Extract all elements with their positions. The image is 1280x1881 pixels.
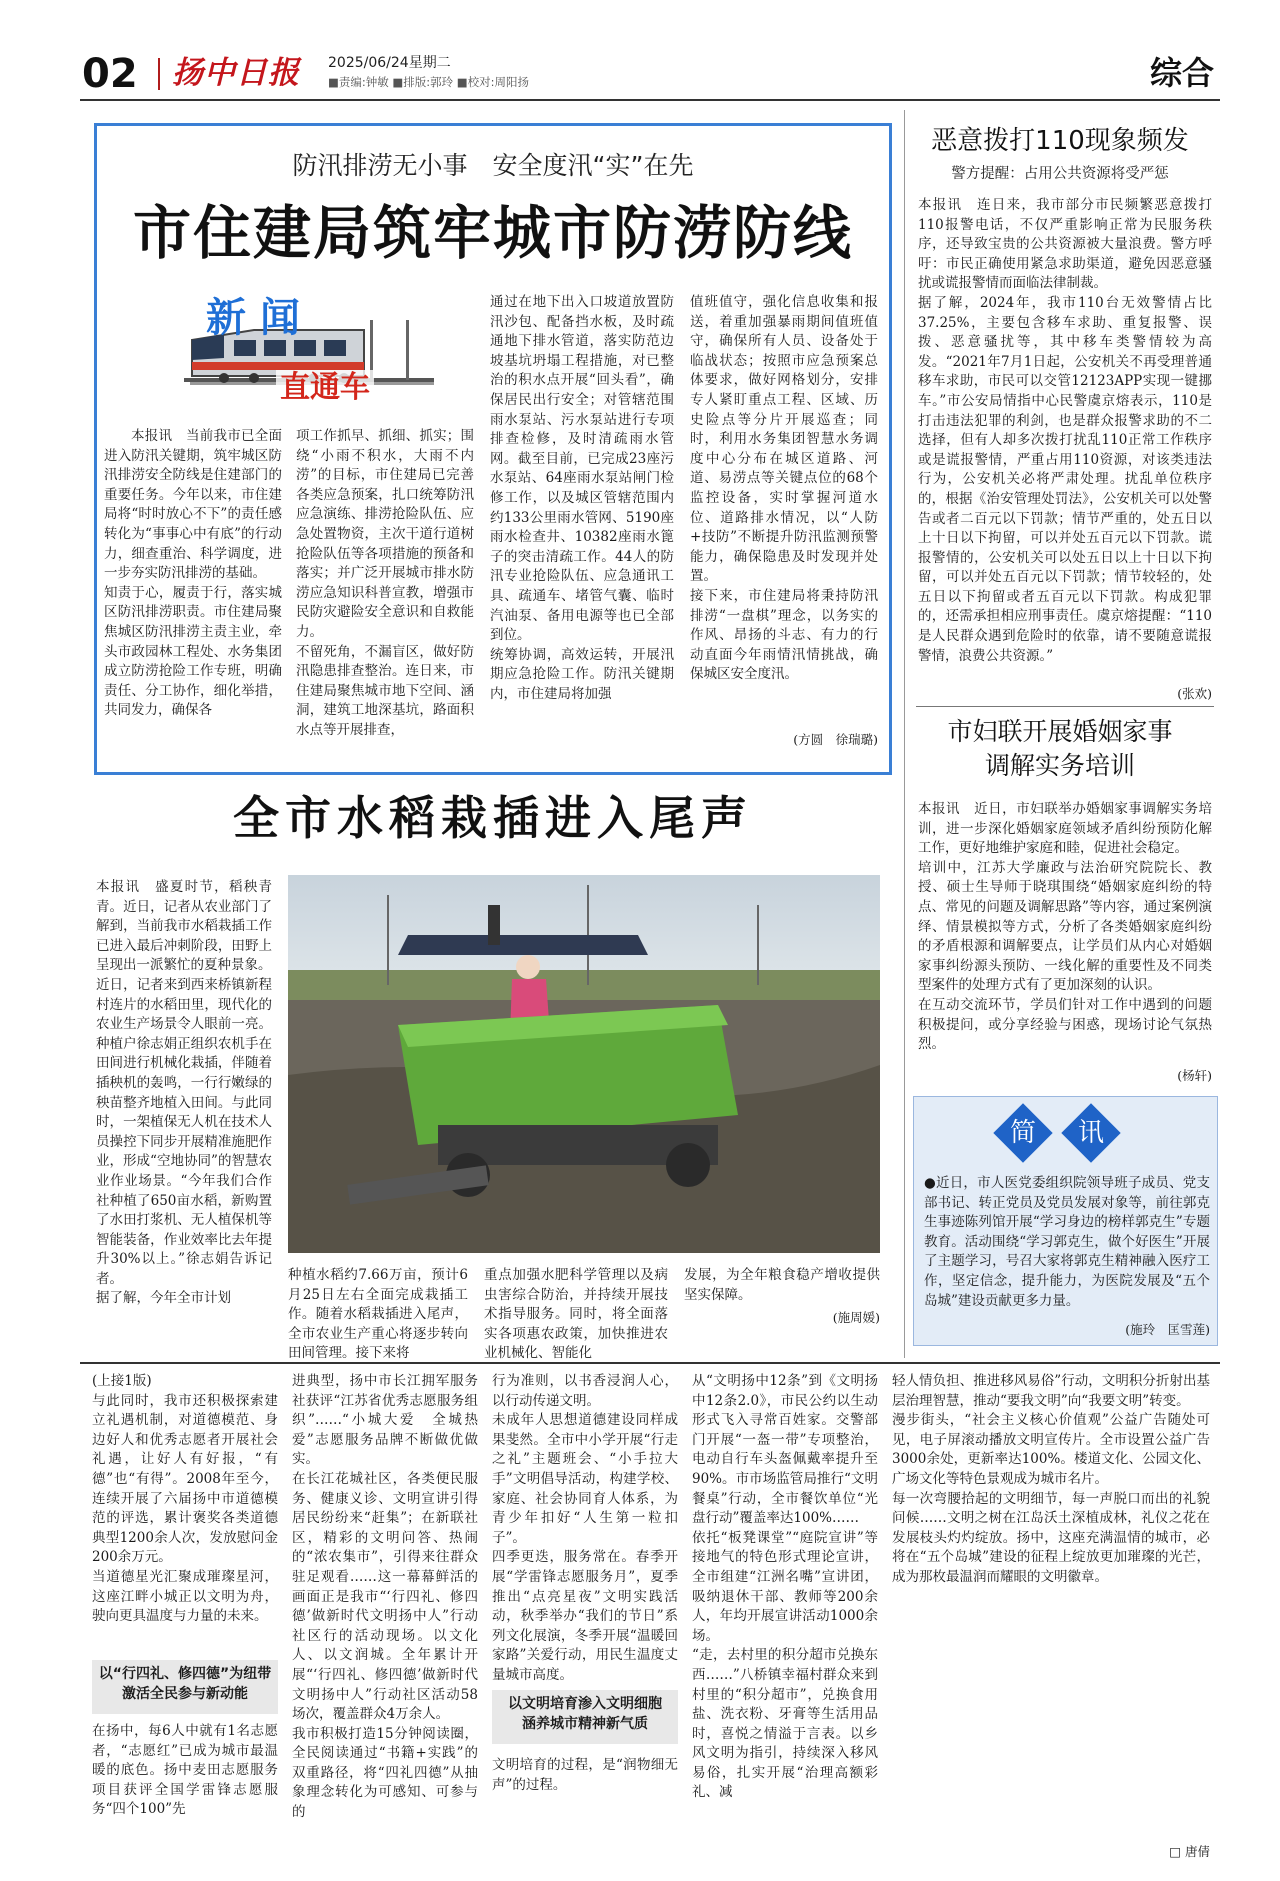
- bottom-col-4-text: 从“文明扬中12条”到《文明扬中12条2.0》，市民公约以生动形式飞入寻常百姓家。交警部门开展“一盔一带”专项整治，电动自行车头盔佩戴率提升至90%。市市场监管局推行“文明餐桌”行动，全市餐饮单位“光盘行动”覆盖率达100%…… 依托“板凳课堂”“庭院宣讲”等接地气的特色形式理论宣讲，全市组建“江洲名嘴”宣讲团，吸纳退休干部、教师等200余人，年均开展宣讲活动1000余场。 “走，去村里的积分超市兑换东西……”八桥镇幸福村群众来到村里的“积分超市”，兑换食用盐、洗衣粉、牙膏等生活用品时，喜悦之情溢于言表。以乡风文明为指引，持续深入移风易俗，扎实开展“治理高额彩礼、减: [692, 1373, 878, 1801]
- lead-col-1-text: 本报讯 当前我市已全面进入防汛关键期，筑牢城区防汛排涝安全防线是住建部门的重要任务。今年以来，市住建局将“时时放心不下”的责任感转化为“事事心中有底”的行动力，细查重治、科学调度，进一步夯实防汛排涝的基础。 知责于心，履责于行，落实城区防汛排涝职责。市住建局聚焦城区防汛排涝主责主业，牵头市政园林工程处、水务集团成立防涝抢险工作专班，明确责任、分工协作，细化举措，共同发力，确保各: [104, 428, 282, 719]
- right-divider-1: [916, 706, 1214, 707]
- right-story-1-byline: (张欢): [1177, 686, 1212, 701]
- lead-col-1: [104, 427, 282, 763]
- rice-col-3-text: 重点加强水肥科学管理以及病虫害综合防治，并持续开展技术指导服务。同时，将全面落实各项惠农政策，加快推进农业机械化、智能化: [484, 1267, 668, 1362]
- logo-text-news: 新闻: [206, 294, 314, 341]
- bottom-col-3b-text: 文明培育的过程，是“润物细无声”的过程。: [492, 1757, 678, 1793]
- bottom-col-1b-text: 在扬中，每6人中就有1名志愿者，“志愿红”已成为城市最温暖的底色。扬中麦田志愿服务项目获评全国学雷锋志愿服务“四个100”先: [92, 1723, 278, 1818]
- photo-illustration: [288, 875, 880, 1253]
- right-story-1-text: 本报讯 连日来，我市部分市民频繁恶意拨打110报警电话，不仅严重影响正常为民服务秩序，还导致宝贵的公共资源被大量浪费。警方呼吁：市民正确使用紧急求助渠道，避免因恶意骚扰或谎报警情而面临法律制裁。 据了解，2024年，我市110台无效警情占比37.25%，主要包含移车求助、重复报警、误拨、恶意骚扰等，其中移车类警情较为高发。“2021年7月1日起，公安机关不再受理普通移车求助，市民可以交管12123APP实现一键挪车。”市公安局情指中心民警虞京熔表示，110是打击违法犯罪的利剑，也是群众报警求助的不二选择，但有人却多次拨打扰乱110正常工作秩序或是谎报警情，严重占用110资源，对该类违法行为，公安机关必将严肃处理。扰乱单位秩序的，根据《治安管理处罚法》，公安机关可以处警告或者二百元以下罚款；情节严重的，处五日以上十日以下拘留，可以并处五百元以下罚款。谎报警情的，公安机关可以处五日以上十日以下拘留，可以并处五百元以下罚款；情节较轻的，处五日以下拘留或者五百元以下罚款。构成犯罪的，还需承担相应刑事责任。虞京熔提醒：“110是人民群众遇到危险时的依靠，请不要随意谎报警情，浪费公共资源。”: [918, 197, 1212, 664]
- right-story-2-headline-2: 调解实务培训: [984, 751, 1135, 780]
- lead-col-3: [490, 293, 674, 763]
- rice-byline: (施周媛): [832, 1310, 880, 1325]
- issue-date: 2025/06/24星期二: [328, 55, 451, 71]
- news-express-logo: [184, 294, 444, 420]
- rice-col-1-text: 本报讯 盛夏时节，稻秧青青。近日，记者从农业部门了解到，当前我市水稻栽插工作已进入最后冲刺阶段，田野上呈现出一派繁忙的夏种景象。 近日，记者来到西来桥镇新程村连片的水稻田里，现代化的农业生产场景令人眼前一亮。种植户徐志娟正组织农机手在田间进行机械化栽插，伴随着插秧机的轰鸣，一行行嫩绿的秧苗整齐地植入田间。与此同时，一架植保无人机在技术人员操控下同步开展精准施肥作业，形成“空地协同”的智慧农业作业场景。“今年我们合作社种植了650亩水稻，新购置了水田打浆机、无人植保机等智能装备，作业效率比去年提升30%以上。”徐志娟告诉记者。 据了解，今年全市计划: [96, 879, 272, 1307]
- masthead: [80, 50, 1220, 98]
- bottom-col-3a-text: 行为准则，以书香浸润人心，以行动传递文明。 未成年人思想道德建设同样成果斐然。全市中小学开展“行走之礼”主题班会、“小手拉大手”文明倡导活动，构建学校、家庭、社会协同育人体系，为青少年扣好“人生第一粒扣子”。 四季更迭，服务常在。春季开展“学雷锋志愿服务月”，夏季推出“点亮星夜”文明实践活动，秋季举办“我们的节日”系列文化展演，冬季开展“温暖回家路”关爱行动，用民生温度丈量城市高度。: [492, 1373, 678, 1683]
- lead-col-2-text: 项工作抓早、抓细、抓实；围绕“小雨不积水，大雨不内涝”的目标，市住建局已完善各类应急预案，扎口统筹防汛应急演练、排涝抢险队伍、应急处置物资，主次干道行道树抢险队伍等各项措施的预备和落实；并广泛开展城市排水防涝应急知识科普宣教，增强市民防灾避险安全意识和自救能力。 不留死角，不漏盲区，做好防汛隐患排查整治。连日来，市住建局聚焦城市地下空间、涵洞，建筑工地深基坑，路面积水点等开展排查，: [296, 428, 474, 738]
- bottom-col-5: [892, 1372, 1210, 1842]
- rice-col-4-text: 发展，为全年粮食稳产增收提供坚实保障。: [684, 1267, 880, 1303]
- rice-headline: 全市水稻栽插进入尾声: [233, 791, 753, 845]
- right-story-2-text: 本报讯 近日，市妇联举办婚姻家事调解实务培训，进一步深化婚姻家庭领域矛盾纠纷预防化解工作，更好地维护家庭和睦，促进社会稳定。 培训中，江苏大学廉政与法治研究院院长、教授、硕士生导师于晓琪围绕“婚姻家庭纠纷的特点、常见的问题及调解思路”等内容，通过案例演绎、情景模拟等方式，分析了各类婚姻家庭纠纷的矛盾根源和调解要点，让学员们从内心对婚姻家事纠纷源头预防、一线化解的重要性及不同类型案件的处理方式有了更加深刻的认识。 在互动交流环节，学员们针对工作中遇到的问题积极提问，或分享经验与困惑，现场讨论气氛热烈。: [918, 801, 1212, 1053]
- lead-col-2: [296, 427, 474, 763]
- right-story-2-headline-1: 市妇联开展婚姻家事: [947, 717, 1173, 746]
- col-sep-right-top: [904, 110, 905, 1358]
- masthead-divider: [158, 58, 160, 90]
- rice-col-4: [684, 1266, 880, 1310]
- bottom-col-2: [292, 1372, 478, 1862]
- logo-text-express: 直通车: [276, 370, 374, 406]
- right-story-1-headline: 恶意拨打110现象频发: [931, 126, 1189, 156]
- brief-label: [988, 1104, 1148, 1164]
- brief-label-char-1: 简: [1009, 1118, 1036, 1148]
- paper-name-logo: 扬中日报: [172, 55, 300, 91]
- bottom-col-1a: [92, 1372, 278, 1654]
- masthead-rule: [80, 99, 1220, 101]
- rice-col-2: [288, 1266, 468, 1362]
- lead-col-3-text: 通过在地下出入口坡道放置防汛沙包、配备挡水板，及时疏通地下排水管道，落实防范边坡基坑坍塌工程措施，对已整治的积水点开展“回头看”，确保居民出行安全；对管辖范围雨水泵站、污水泵站进行专项排查检修，及时清疏雨水管网。截至目前，已完成23座污水泵站、64座雨水泵站闸门检修工作，以及城区管辖范围内约133公里雨水管网、5190座雨水检查井、10382座雨水篦子的突击清疏工作。44人的防汛专业抢险队伍、应急通讯工具、疏通车、堵管气囊、临时汽油泵、备用电源等也已全部到位。 统筹协调，高效运转，开展汛期应急抢险工作。防汛关键期内，市住建局将加强: [490, 294, 674, 702]
- bottom-col-2-text: 进典型，扬中市长江拥军服务社获评“江苏省优秀志愿服务组织”……“小城大爱 全城热爱”志愿服务品牌不断做优做实。 在长江花城社区，各类便民服务、健康义诊、文明宣讲引得居民纷纷来“赶集”；在新联社区，精彩的文明问答、热闹的“浓农集市”，引得来往群众驻足观看……这一幕幕鲜活的画面正是我市“‘行四礼、修四德’做新时代文明扬中人”行动社区行的活动现场。以文化人、以文润城。全年累计开展“‘行四礼、修四德’做新时代文明扬中人”行动社区活动58场次，覆盖群众4万余人。 我市积极打造15分钟阅读圈，全民阅读通过“书籍+实践”的双重路径，将“四礼四德”从抽象理念转化为可感知、可参与的: [292, 1373, 478, 1821]
- rice-col-3: [484, 1266, 668, 1362]
- lead-headline: 市住建局筑牢城市防涝防线: [132, 199, 853, 267]
- right-story-2-byline: (杨轩): [1177, 1068, 1212, 1083]
- bottom-col-3b: [492, 1756, 678, 1856]
- bottom-col-1a-text: 与此同时，我市还积极探索建立礼遇机制，对道德模范、身边好人和优秀志愿者开展社会礼遇，让好人有好报，“有德”也“有得”。2008年至今，连续开展了六届扬中市道德模范的评选，累计褒奖各类道德典型1200余人次，发放慰问金200余万元。 当道德星光汇聚成璀璨星河，这座江畔小城正以文明为舟，驶向更具温度与力量的未来。: [92, 1392, 278, 1625]
- bottom-byline: □ 唐倩: [1169, 1844, 1210, 1859]
- bottom-col-1b: [92, 1722, 278, 1862]
- bottom-col-5-text: 轻人情负担、推进移风易俗”行动，文明积分折射出基层治理智慧，推动“要我文明”向“我要文明”转变。 漫步街头，“社会主义核心价值观”公益广告随处可见，电子屏滚动播放文明宣传片。全市设置公益广告3000余处，更新率达100%。楼道文化、公园文化、广场文化等特色景观成为城市名片。 每一次弯腰拾起的文明细节，每一声脱口而出的礼貌问候……文明之树在江岛沃土深植成林，礼仪之花在发展枝头灼灼绽放。扬中，这座充满温情的城市，必将在“五个岛城”建设的征程上绽放更加璀璨的光芒，成为那枚最温润而耀眼的文明徽章。: [892, 1373, 1210, 1585]
- editor-credits: ■责编:钟敏 ■排版:郭玲 ■校对:周阳扬: [328, 75, 530, 89]
- lead-col-4-text: 值班值守，强化信息收集和报送，着重加强暴雨期间值班值守，确保所有人员、设备处于临战状态；按照市应急预案总体要求，做好网格划分，安排专人紧盯重点工程、区域、历史险点等分片开展巡查；同时，利用水务集团智慧水务调度中心分布在城区道路、河道、易涝点等关键点位的68个监控设备，实时掌握河道水位、道路排水情况，以“人防+技防”不断提升防汛监测预警能力，确保隐患及时发现并处置。 接下来，市住建局将秉持防汛排涝“一盘棋”理念，以务实的作风、昂扬的斗志、有力的行动直面今年雨情汛情挑战，确保城区安全度汛。: [690, 294, 878, 683]
- bottom-col-3a: [492, 1372, 678, 1683]
- bottom-subhead-box-2: 以文明培育渗入文明细胞 涵养城市精神新气质: [492, 1690, 678, 1744]
- lead-byline: (方圆 徐瑞璐): [793, 732, 878, 747]
- brief-text: ●近日，市人医党委组织院领导班子成员、党支部书记、转正党员及党员发展对象等，前往郭克生事迹陈列馆开展“学习身边的榜样郭克生”专题教育。活动围绕“学习郭克生，做个好医生”开展了主题学习，号召大家将郭克生精神融入医疗工作，坚定信念，提升能力，为医院发展及“五个岛城”建设贡献更多力量。: [924, 1175, 1210, 1309]
- page-number: 02: [82, 51, 138, 97]
- bottom-subhead-box-1: 以“行四礼、修四德”为纽带 激活全民参与新动能: [92, 1660, 278, 1714]
- lead-col-4: [690, 293, 878, 721]
- brief-byline: (施玲 匡雪莲): [1125, 1322, 1210, 1337]
- lead-kicker: 防汛排涝无小事 安全度汛“实”在先: [292, 151, 694, 180]
- rice-transplanter-photo: [288, 875, 880, 1253]
- brief-body: [924, 1174, 1210, 1320]
- bottom-continued: (上接1版): [92, 1373, 152, 1389]
- rice-col-1: [96, 878, 272, 1338]
- bottom-section-rule: [80, 1362, 1220, 1364]
- right-story-1-subhead: 警方提醒：占用公共资源将受严惩: [951, 166, 1169, 182]
- bottom-col-4: [692, 1372, 878, 1862]
- rice-col-2-text: 种植水稻约7.66万亩，预计6月25日左右全面完成栽插工作。随着水稻栽插进入尾声，全市农业生产重心将逐步转向田间管理。接下来将: [288, 1267, 468, 1362]
- right-story-1-body: [918, 196, 1212, 684]
- right-story-2-body: [918, 800, 1212, 1088]
- section-name: 综合: [1149, 54, 1214, 92]
- brief-label-char-2: 讯: [1077, 1118, 1104, 1148]
